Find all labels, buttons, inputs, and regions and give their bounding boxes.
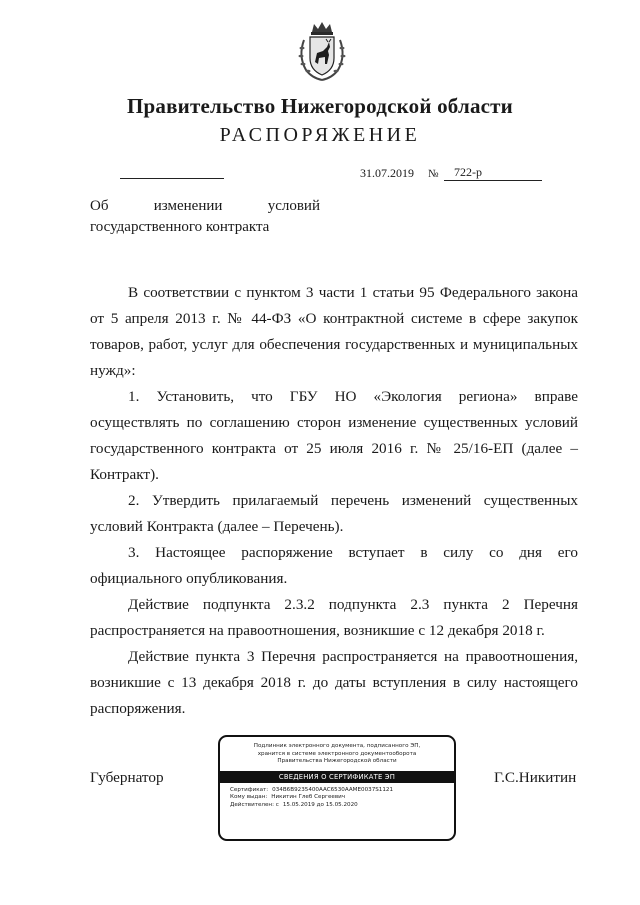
stamp-valid-label: Действителен: с [230, 801, 279, 808]
stamp-header-line: Подлинник электронного документа, подписанного ЭП, [253, 743, 421, 749]
signatory-title: Губернатор [90, 769, 164, 786]
stamp-certificate-bar: СВЕДЕНИЯ О СЕРТИФИКАТЕ ЭП [220, 771, 454, 783]
stamp-valid-value: 15.05.2019 до 15.05.2020 [282, 801, 358, 808]
number-label: № [428, 168, 439, 180]
document-subject [90, 196, 320, 238]
organization-title: Правительство Нижегородской области [127, 94, 513, 118]
electronic-signature-stamp [218, 735, 456, 841]
stamp-valid-row [230, 802, 454, 810]
clause-paragraph: Действие подпункта 2.3.2 подпункта 2.3 пункта 2 Перечня распространяется на правоотношения, возникшие с 12 декабря 2018 г. [90, 596, 578, 639]
clause-paragraph: 1. Установить, что ГБУ НО «Экология региона» вправе осуществлять по соглашению сторон изменение существенных условий государственного контракта от 25 июля 2016 г. № 25/16-ЕП (далее – Контракт). [90, 388, 578, 483]
stamp-issued-row [230, 794, 454, 802]
subject-word: Об [90, 198, 109, 214]
document-date: 31.07.2019 [360, 166, 414, 180]
stamp-certificate-label: Сертификат: [230, 786, 269, 793]
blank-date-line [120, 178, 224, 179]
stamp-issued-label: Кому выдан: [230, 794, 268, 801]
stamp-header-line: хранится в системе электронного документооборота [257, 750, 417, 757]
document-body [90, 280, 578, 722]
document-type: РАСПОРЯЖЕНИЕ [219, 124, 421, 146]
coat-of-arms-icon [296, 20, 348, 82]
stamp-details [220, 783, 454, 810]
clause-paragraph: Действие пункта 3 Перечня распространяется на правоотношения, возникшие с 13 декабря 2018 г. до даты вступления в силу настоящего распоряжения. [90, 648, 578, 717]
signatory-name: Г.С.Никитин [494, 769, 577, 786]
subject-line-1 [90, 196, 320, 217]
stamp-issued-value: Никитин Глеб Сергеевич [271, 794, 346, 801]
document-number: 722-р [444, 165, 542, 181]
intro-paragraph: В соответствии с пунктом 3 части 1 статьи 95 Федерального закона от 5 апреля 2013 г. № 44-ФЗ «О контрактной системе в сфере закупок товаров, работ, услуг для обеспечения государственных и муниципальных нужд»: [90, 284, 578, 379]
clause-paragraph: 3. Настоящее распоряжение вступает в силу со дня его официального опубликования. [90, 544, 578, 587]
stamp-header-line: Правительства Нижегородской области [277, 758, 397, 764]
stamp-certificate-value: 034B6B9235400AAC6530AAME0037S1121 [272, 786, 394, 793]
subject-word: изменении [153, 198, 223, 214]
stamp-header [220, 743, 454, 766]
subject-line-2: государственного контракта [90, 219, 270, 235]
stamp-certificate-row [230, 787, 454, 795]
clause-paragraph: 2. Утвердить прилагаемый перечень изменений существенных условий Контракта (далее – Перечень). [90, 492, 578, 535]
subject-word: условий [267, 198, 320, 214]
